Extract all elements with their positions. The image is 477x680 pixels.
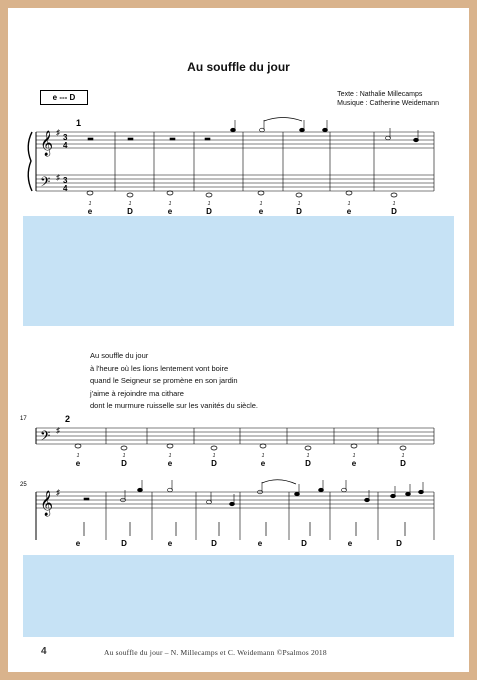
footer xyxy=(8,645,469,665)
lyric-line: j'aime à rejoindre ma cithare xyxy=(90,388,184,398)
note-icon xyxy=(127,193,133,197)
music-credit: Musique : Catherine Weidemann xyxy=(337,100,439,107)
chord-label: e xyxy=(347,539,353,548)
time-signature-bottom: 4 xyxy=(63,141,68,150)
lyric-line: Au souffle du jour xyxy=(90,351,149,360)
key-label: e --- D xyxy=(40,90,88,105)
chord-label: D xyxy=(301,539,307,548)
rest-icon xyxy=(205,138,210,140)
chord-label: D xyxy=(296,207,302,216)
chord-label: e xyxy=(258,207,264,216)
chord-label: D xyxy=(211,539,217,548)
svg-text:1: 1 xyxy=(212,453,216,459)
sharp-icon: ♯ xyxy=(56,488,60,497)
chord-label: D xyxy=(396,539,402,548)
chord-label: e xyxy=(167,539,173,548)
note-icon xyxy=(305,446,311,450)
svg-text:1: 1 xyxy=(128,201,132,207)
note-icon xyxy=(121,446,127,450)
page-title: Au souffle du jour xyxy=(187,60,290,74)
note-icon xyxy=(258,191,264,195)
svg-text:1: 1 xyxy=(306,453,310,459)
chord-label: e xyxy=(75,539,81,548)
section-number: 1 xyxy=(76,118,82,128)
note-icon xyxy=(167,191,173,195)
rest-icon xyxy=(128,138,133,140)
rest-icon xyxy=(88,138,93,140)
text-credit: Texte : Nathalie Millecamps xyxy=(337,91,423,98)
brace-icon xyxy=(28,132,32,191)
treble-clef-icon: 𝄞 xyxy=(40,491,54,516)
section-number: 2 xyxy=(65,414,71,424)
measure-number: 25 xyxy=(20,482,27,488)
svg-text:1: 1 xyxy=(168,201,172,207)
chord-label: e xyxy=(260,459,266,468)
note-icon xyxy=(400,446,406,450)
note-icon xyxy=(167,444,173,448)
svg-text:1: 1 xyxy=(76,453,80,459)
chord-label: e xyxy=(351,459,357,468)
chord-label: D xyxy=(127,207,133,216)
sharp-icon: ♯ xyxy=(56,128,60,137)
note-icon xyxy=(260,444,266,448)
svg-text:1: 1 xyxy=(401,453,405,459)
note-icon xyxy=(296,193,302,197)
rest-icon xyxy=(84,498,89,500)
note-icon xyxy=(75,444,81,448)
time-signature-top: 3 xyxy=(63,133,68,142)
chord-label: e xyxy=(87,207,93,216)
note-icon xyxy=(346,191,352,195)
svg-text:1: 1 xyxy=(297,201,301,207)
chord-label: D xyxy=(400,459,406,468)
lyric-line: quand le Seigneur se promène en son jardin xyxy=(90,376,238,386)
time-signature-bottom: 4 xyxy=(63,184,68,193)
time-signature-top: 3 xyxy=(63,176,68,185)
chord-label: e xyxy=(346,207,352,216)
svg-text:1: 1 xyxy=(88,201,92,207)
lyric-line: à l'heure où les lions lentement vont boire xyxy=(90,363,229,373)
lyric-line: dont le murmure ruisselle sur les vanités du siècle. xyxy=(90,401,258,411)
chord-label: e xyxy=(167,207,173,216)
svg-text:1: 1 xyxy=(168,453,172,459)
footer-text: Au souffle du jour – N. Millecamps et C. Weidemann ©Psalmos 2018 xyxy=(104,648,327,657)
chord-label: D xyxy=(121,459,127,468)
chord-label: D xyxy=(391,207,397,216)
treble-clef-icon: 𝄞 xyxy=(40,131,54,156)
note-icon xyxy=(351,444,357,448)
score-page xyxy=(8,8,469,672)
note-icon xyxy=(211,446,217,450)
bass-clef-icon: 𝄢 xyxy=(40,174,51,193)
sharp-icon: ♯ xyxy=(56,426,60,435)
chord-label: D xyxy=(305,459,311,468)
sharp-icon: ♯ xyxy=(56,173,60,182)
music-notation xyxy=(8,8,469,672)
chord-label: e xyxy=(257,539,263,548)
chord-label: e xyxy=(167,459,173,468)
chord-label: e xyxy=(75,459,81,468)
page-number: 4 xyxy=(41,646,47,657)
svg-text:1: 1 xyxy=(392,201,396,207)
svg-text:1: 1 xyxy=(352,453,356,459)
measure-number: 17 xyxy=(20,416,27,422)
svg-text:1: 1 xyxy=(261,453,265,459)
svg-text:1: 1 xyxy=(122,453,126,459)
bass-clef-icon: 𝄢 xyxy=(40,428,51,447)
chord-label: D xyxy=(121,539,127,548)
chord-label: D xyxy=(211,459,217,468)
svg-text:1: 1 xyxy=(347,201,351,207)
svg-text:1: 1 xyxy=(259,201,263,207)
note-icon xyxy=(206,193,212,197)
note-icon xyxy=(87,191,93,195)
rest-icon xyxy=(170,138,175,140)
chord-label: D xyxy=(206,207,212,216)
svg-text:1: 1 xyxy=(207,201,211,207)
note-icon xyxy=(391,193,397,197)
